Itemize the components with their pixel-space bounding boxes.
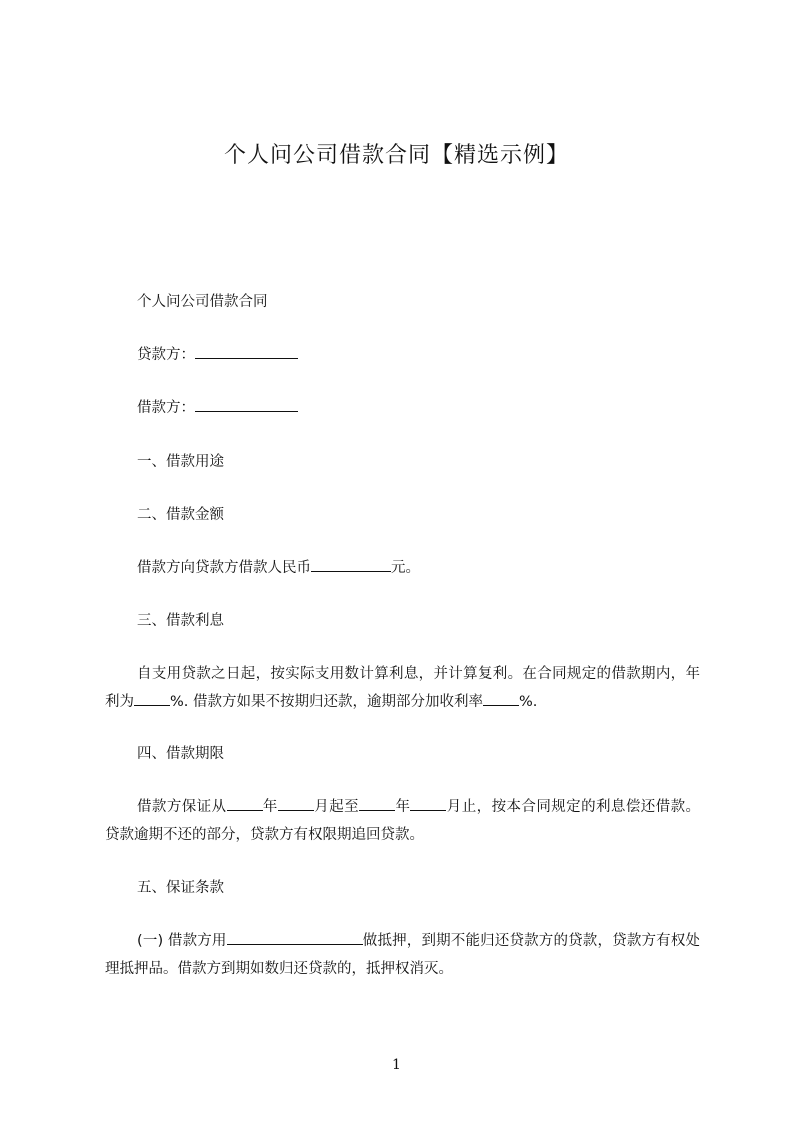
annual-rate-blank bbox=[134, 690, 170, 706]
term-month-1: 月起至 bbox=[313, 799, 360, 815]
clause-1-text-1: (一) 借款方用 bbox=[137, 933, 227, 949]
amount-text-before: 借款方向贷款方借款人民币 bbox=[137, 560, 311, 576]
term-year-2: 年 bbox=[395, 799, 411, 815]
section-heading-purpose: 一、借款用途 bbox=[137, 454, 224, 470]
amount-text-after: 元。 bbox=[391, 560, 420, 576]
overdue-rate-blank bbox=[483, 690, 519, 706]
section-heading-amount: 二、借款金额 bbox=[137, 507, 224, 523]
collateral-blank bbox=[227, 929, 363, 945]
section-heading-interest: 三、借款利息 bbox=[137, 613, 224, 629]
borrower-line bbox=[105, 396, 732, 420]
lender-line bbox=[105, 343, 732, 367]
contract-subtitle: 个人问公司借款合同 bbox=[137, 294, 268, 310]
lender-blank bbox=[195, 343, 298, 359]
interest-paragraph bbox=[105, 660, 700, 716]
end-month-blank bbox=[410, 795, 446, 811]
guarantee-clause-1 bbox=[105, 927, 700, 983]
amount-paragraph bbox=[105, 556, 732, 580]
clause-1-text-2: 做抵押，到期不能归还贷款方的贷款，贷款方有权处理抵押品。借款方到期如数归还贷款的，抵押权消灭。 bbox=[105, 933, 700, 977]
amount-blank bbox=[311, 556, 391, 572]
term-text-2: 月止，按本合同规定的利息偿还借款。贷款逾期不还的部分，贷款方有权限期追回贷款。 bbox=[105, 799, 701, 843]
borrower-blank bbox=[195, 396, 298, 412]
borrower-label: 借款方： bbox=[137, 400, 195, 416]
term-text-1: 借款方保证从 bbox=[137, 799, 227, 815]
interest-text-1: 自支用贷款之日起，按实际支用数计算利息，并计算复利。在合同规定的借款期内，年利为 bbox=[105, 666, 700, 710]
page-number: 1 bbox=[392, 1057, 401, 1073]
section-heading-guarantee: 五、保证条款 bbox=[137, 880, 224, 896]
document-title: 个人问公司借款合同【精选示例】 bbox=[223, 143, 569, 168]
interest-text-3: %. bbox=[519, 694, 538, 710]
section-heading-term: 四、借款期限 bbox=[137, 746, 224, 762]
lender-label: 贷款方： bbox=[137, 347, 195, 363]
term-paragraph bbox=[105, 793, 700, 849]
interest-text-2: %. 借款方如果不按期归还款，逾期部分加收利率 bbox=[170, 694, 483, 710]
start-year-blank bbox=[227, 795, 263, 811]
term-year-1: 年 bbox=[262, 799, 278, 815]
start-month-blank bbox=[278, 795, 314, 811]
end-year-blank bbox=[359, 795, 395, 811]
